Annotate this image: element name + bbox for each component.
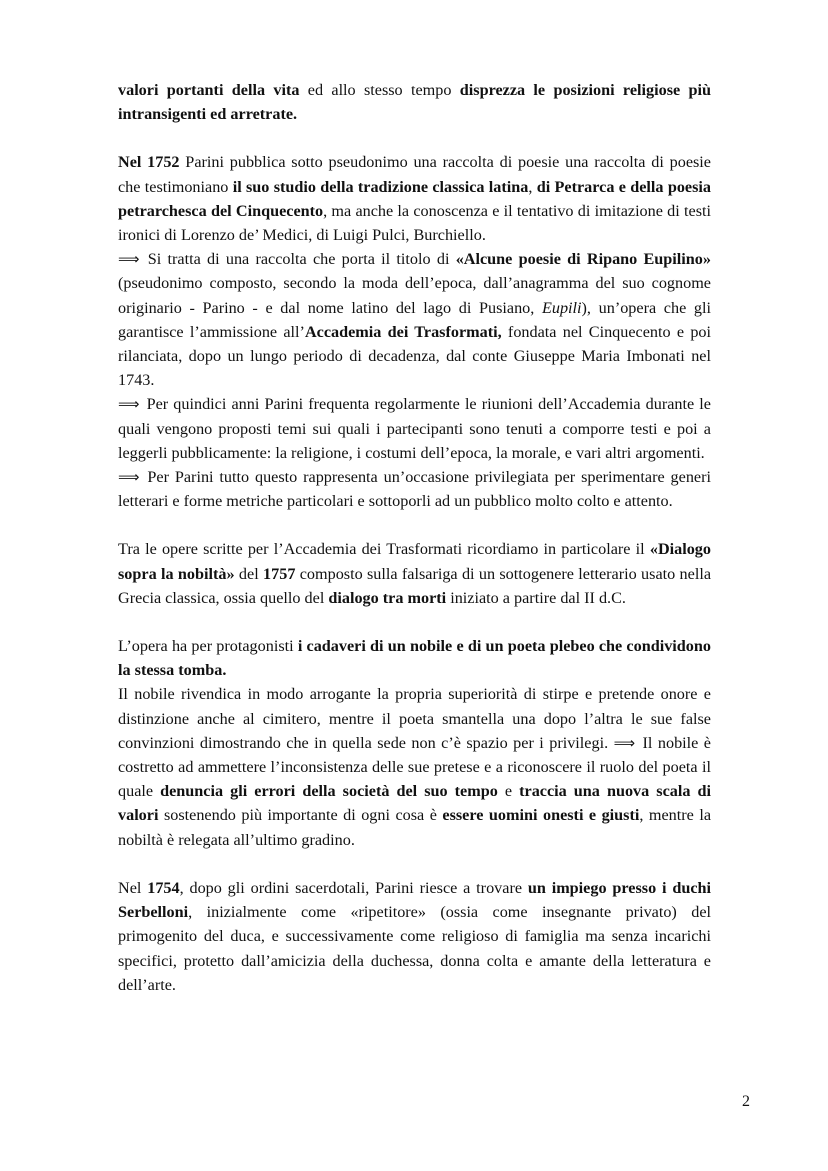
arrow-icon: ⟹ [118,468,140,487]
arrow-icon: ⟹ [118,250,140,269]
arrow-icon: ⟹ [118,395,140,414]
page-number: 2 [742,1093,750,1110]
paragraph-9: Nel 1754, dopo gli ordini sacerdotali, Parini riesce a trovare un impiego presso i duchi Serbelloni, inizialmente come «ripetitore» (ossia come insegnante privato) del primogenito del duca, e successivamente come religioso di famiglia ma senza incarichi specifici, protetto dall’amicizia della duchessa, donna colta e amante della letteratura e dell’arte. [118,878,712,994]
paragraph-4: ⟹ Per quindici anni Parini frequenta regolarmente le riunioni dell’Accademia durante le quali vengono proposti temi sui quali i partecipanti sono tenuti a comporre testi e poi a leggerli pubblicamente: la religione, i costumi dell’epoca, la morale, e vari altri argomenti. [118,395,711,462]
paragraph-2: Nel 1752 Parini pubblica sotto pseudonimo una raccolta di poesie una raccolta di poesie che testimoniano il suo studio della tradizione classica latina, di Petrarca e della poesia petrarchesca del Cinquecento, ma anche la conoscenza e il tentativo di imitazione di testi ironici di Lorenzo de’ Medici, di Luigi Pulci, Burchiello. [118,153,711,245]
paragraph-8: Il nobile rivendica in modo arrogante la propria superiorità di stirpe e pretende onore e distinzione anche al cimitero, mentre il poeta smantella una dopo l’altra le sue false convinzioni dimostrando che in quella sede non c’è spazio per i privilegi. ⟹ Il nobile è costretto ad ammettere l’inconsistenza delle sue pretese e a riconoscere il ruolo del poeta il quale denuncia gli errori della società del suo tempo e traccia una nuova scala di valori sostenendo più importante di ogni cosa è essere uomini onesti e giusti, mentre la nobiltà è relegata all’ultimo gradino. [118,685,712,849]
arrow-icon: ⟹ [613,733,636,752]
paragraph-5: ⟹ Per Parini tutto questo rappresenta un’occasione privilegiata per sperimentare generi letterari e forme metriche particolari e sottoporli ad un pubblico molto colto e attento. [118,468,711,511]
paragraph-1: valori portanti della vita ed allo stesso tempo disprezza le posizioni religiose più intransigenti ed arretrate. [118,81,712,124]
page-body [118,78,711,997]
paragraph-3: ⟹ Si tratta di una raccolta che porta il titolo di «Alcune poesie di Ripano Eupilino» (pseudonimo composto, secondo la moda dell’epoca, dall’anagramma del suo cognome originario - Parino - e dal nome latino del lago di Pusiano, Eupili), un’opera che gli garantisce l’ammissione all’Accademia dei Trasformati, fondata nel Cinquecento e poi rilanciata, dopo un lungo periodo di decadenza, dal conte Giuseppe Maria Imbonati nel 1743. [118,250,712,390]
paragraph-6: Tra le opere scritte per l’Accademia dei Trasformati ricordiamo in particolare il «Dialogo sopra la nobiltà» del 1757 composto sulla falsariga di un sottogenere letterario usato nella Grecia classica, ossia quello del dialogo tra morti iniziato a partire dal II d.C. [118,540,711,607]
paragraph-7: L’opera ha per protagonisti i cadaveri di un nobile e di un poeta plebeo che condividono la stessa tomba. [118,637,711,680]
